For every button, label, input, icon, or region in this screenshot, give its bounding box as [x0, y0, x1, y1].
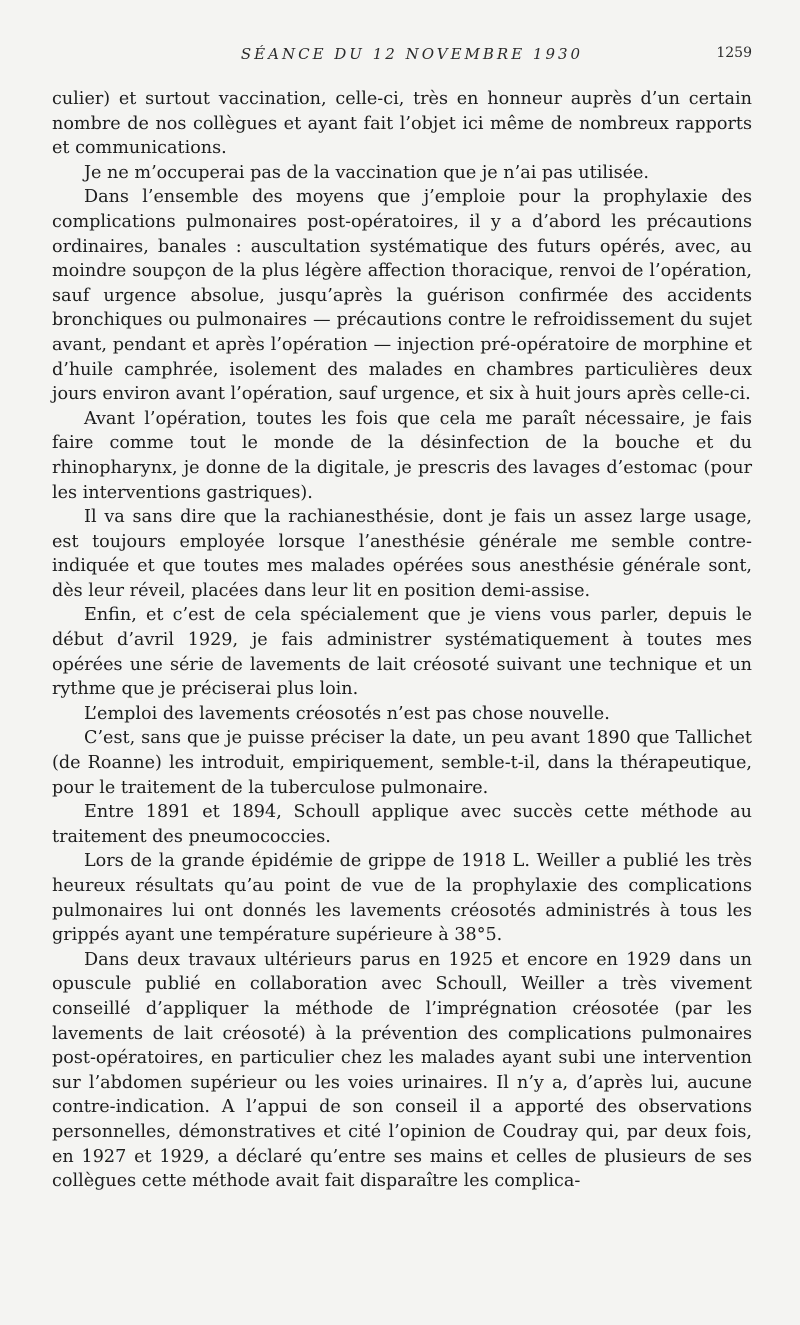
paragraph-9: Entre 1891 et 1894, Schoull applique avec succès cette méthode au traitement des pneumococcies.	[52, 802, 752, 847]
paragraph-1: culier) et surtout vaccination, celle-ci, très en honneur auprès d’un certain nombre de nos collègues et ayant fait l’objet ici même de nombreux rapports et communications.	[52, 89, 752, 159]
page-header-title: SÉANCE DU 12 NOVEMBRE 1930	[240, 45, 584, 63]
paragraph-10: Lors de la grande épidémie de grippe de 1918 L. Weiller a publié les très heureux résultats qu’au point de vue de la prophylaxie des complications pulmonaires lui ont donnés les lavements créosotés administrés à tous les grippés ayant une température supérieure à 38°5.	[52, 851, 752, 946]
paragraph-5: Il va sans dire que la rachianesthésie, dont je fais un assez large usage, est toujours employée lorsque l’anesthésie générale me semble contre-indiquée et que toutes mes malades opérées sous anesthésie générale sont, dès leur réveil, placées dans leur lit en position demi-assise.	[52, 507, 752, 601]
page-number: 1259	[716, 45, 752, 61]
paragraph-2: Je ne m’occuperai pas de la vaccination que je n’ai pas utilisée.	[84, 162, 650, 183]
paragraph-7: L’emploi des lavements créosotés n’est pas chose nouvelle.	[84, 703, 610, 724]
paragraph-6: Enfin, et c’est de cela spécialement que je viens vous parler, depuis le début d’avril 1929, je fais administrer systématiquement à toutes mes opérées une série de lavements de lait créosoté suivant une technique et un rythme que je préciserai plus loin.	[52, 605, 752, 700]
paragraph-4: Avant l’opération, toutes les fois que cela me paraît nécessaire, je fais faire comme tout le monde de la désinfection de la bouche et du rhinopharynx, je donne de la digitale, je prescris des lavages d’estomac (pour les interventions gastriques).	[52, 408, 752, 503]
paragraph-8: C’est, sans que je puisse préciser la date, un peu avant 1890 que Tallichet (de Roanne) les introduit, empiriquement, semble-t-il, dans la thérapeutique, pour le traitement de la tuberculose pulmonaire.	[52, 728, 752, 798]
running-head	[52, 45, 752, 77]
paragraph-3: Dans l’ensemble des moyens que j’emploie pour la prophylaxie des complications pulmonaires post-opératoires, il y a d’abord les précautions ordinaires, banales : auscultation systématique des futurs opérés, avec, au moindre soupçon de la plus légère affection thoracique, renvoi de l’opération, sauf urgence absolue, jusqu’après la guérison confirmée des accidents bronchiques ou pulmonaires — précautions contre le refroidissement du sujet avant, pendant et après l’opération — injection pré-opératoire de morphine et d’huile camphrée, isolement des malades en chambres particulières deux jours environ avant l’opération, sauf urgence, et six à huit jours après celle-ci.	[52, 187, 752, 405]
paragraph-11: Dans deux travaux ultérieurs parus en 1925 et encore en 1929 dans un opuscule publié en collaboration avec Schoull, Weiller a très vivement conseillé d’appliquer la méthode de l’imprégnation créosotée (par les lavements de lait créosoté) à la prévention des complications pulmonaires post-opératoires, en particulier chez les malades ayant subi une intervention sur l’abdomen supérieur ou les voies urinaires. Il n’y a, d’après lui, aucune contre-indication. A l’appui de son conseil il a apporté des observations personnelles, démonstratives et cité l’opinion de Coudray qui, par deux fois, en 1927 et 1929, a déclaré qu’entre ses mains et celles de plusieurs de ses collègues cette méthode avait fait disparaître les complica-	[52, 949, 752, 1192]
body-text	[52, 87, 752, 1194]
